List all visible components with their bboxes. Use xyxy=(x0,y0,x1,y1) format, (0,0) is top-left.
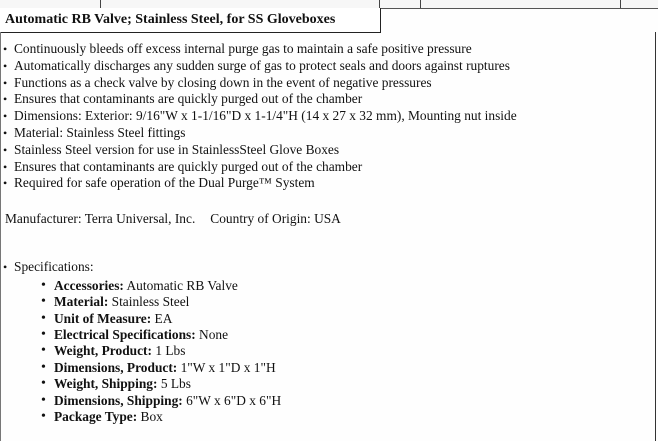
feature-item: • Stainless Steel version for use in StainlessSteel Glove Boxes xyxy=(3,141,340,157)
specifications-heading: • Specifications: xyxy=(3,259,94,274)
bullet-icon: • xyxy=(41,359,46,375)
bullet-icon: • xyxy=(3,92,8,107)
bullet-icon: • xyxy=(41,409,46,425)
bullet-icon: • xyxy=(3,142,8,157)
bullet-icon: • xyxy=(3,159,8,174)
table-column-divider xyxy=(100,0,101,8)
spec-item-accessories: • Accessories: Automatic RB Valve xyxy=(41,277,238,293)
feature-item: • Ensures that contaminants are quickly purged out of the chamber xyxy=(3,91,363,107)
feature-list xyxy=(1,41,651,192)
bullet-icon: • xyxy=(3,176,8,191)
spec-item-dimensions-shipping: • Dimensions, Shipping: 6"W x 6"D x 6"H xyxy=(41,392,282,408)
bullet-icon: • xyxy=(3,125,8,140)
spec-item-package-type: • Package Type: Box xyxy=(41,409,163,425)
bullet-icon: • xyxy=(3,42,8,56)
table-column-divider xyxy=(420,0,421,8)
manufacturer-text: Manufacturer: Terra Universal, Inc. xyxy=(5,211,196,226)
bullet-icon: • xyxy=(41,327,46,343)
feature-item: • Material: Stainless Steel fittings xyxy=(3,124,186,140)
spec-item-weight-product: • Weight, Product: 1 Lbs xyxy=(41,343,186,359)
feature-item: • Ensures that contaminants are quickly purged out of the chamber xyxy=(3,158,363,174)
bullet-icon: • xyxy=(3,109,8,124)
bullet-icon: • xyxy=(41,310,46,326)
feature-item: • Continuously bleeds off excess internal purge gas to maintain a safe positive pressure xyxy=(3,41,472,56)
spec-item-electrical: • Electrical Specifications: None xyxy=(41,327,229,343)
bullet-icon: • xyxy=(41,294,46,310)
bullet-icon: • xyxy=(41,376,46,392)
table-column-divider xyxy=(620,0,621,8)
specifications-section xyxy=(1,259,641,425)
bullet-icon: • xyxy=(3,58,8,73)
country-of-origin: Country of Origin: USA xyxy=(210,211,341,226)
feature-item: • Functions as a check valve by closing down in the event of negative pressures xyxy=(3,74,432,90)
feature-item: • Automatically discharges any sudden surge of gas to protect seals and doors against ruptures xyxy=(3,57,510,73)
title-cell xyxy=(0,8,381,33)
manufacturer-info xyxy=(5,211,341,227)
spec-item-material: • Material: Stainless Steel xyxy=(41,294,190,310)
bullet-icon: • xyxy=(41,277,46,293)
feature-item: • Dimensions: Exterior: 9/16"W x 1-1/16"D x 1-1/4"H (14 x 27 x 32 mm), Mounting nut inside xyxy=(3,108,517,124)
bullet-icon: • xyxy=(3,260,8,274)
specifications-list xyxy=(41,278,641,426)
table-column-divider xyxy=(379,0,380,8)
spec-item-unit-of-measure: • Unit of Measure: EA xyxy=(41,310,173,326)
page-title: Automatic RB Valve; Stainless Steel, for SS Gloveboxes xyxy=(5,12,336,27)
bullet-icon: • xyxy=(41,392,46,408)
spec-item-dimensions-product: • Dimensions, Product: 1"W x 1"D x 1"H xyxy=(41,359,276,375)
feature-item: • Required for safe operation of the Dual Purge™ System xyxy=(3,175,315,191)
spec-item-weight-shipping: • Weight, Shipping: 5 Lbs xyxy=(41,376,191,392)
bullet-icon: • xyxy=(3,75,8,90)
bullet-icon: • xyxy=(41,343,46,359)
right-frame-border xyxy=(655,32,656,441)
